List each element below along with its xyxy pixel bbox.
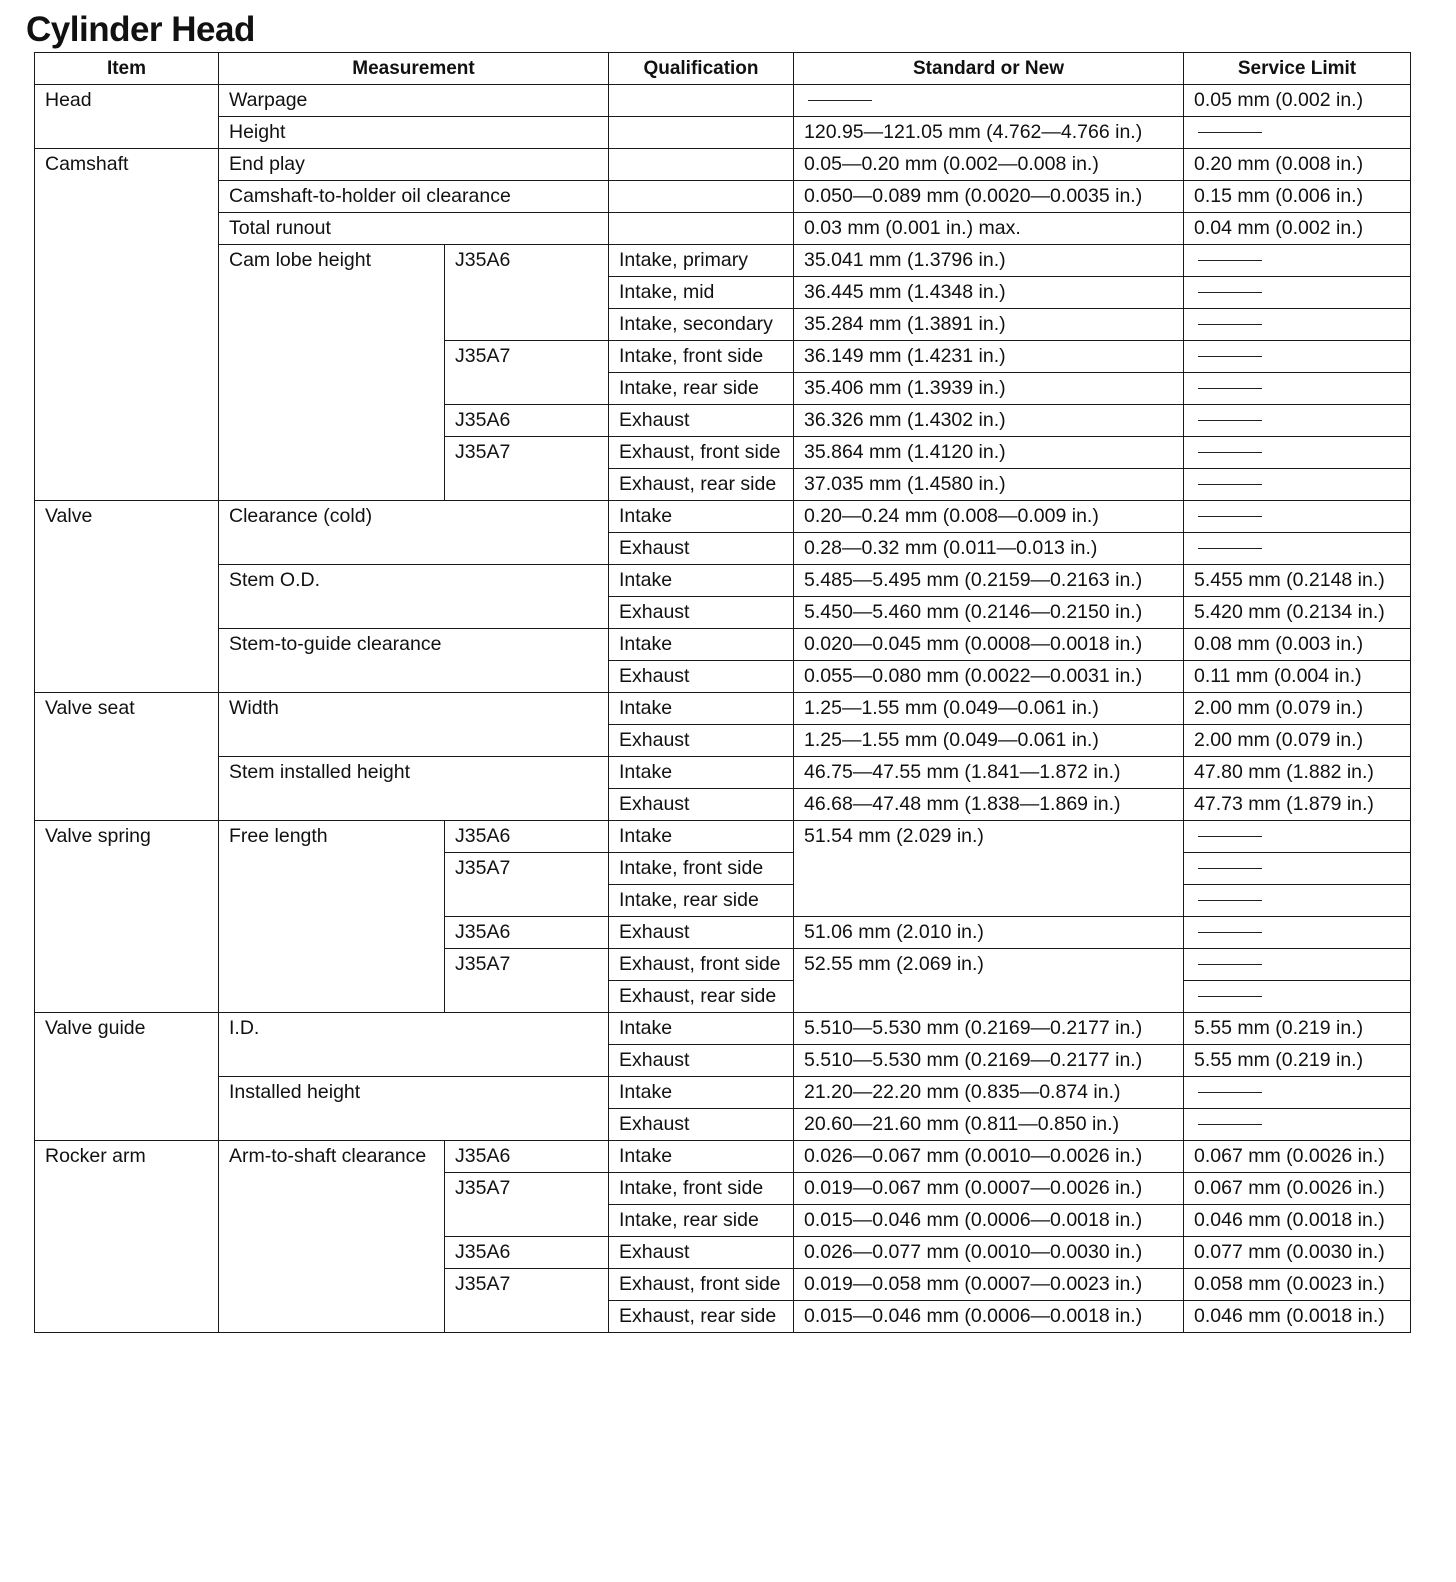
measurement: Free length [219, 821, 445, 1013]
table-row [35, 245, 1411, 277]
service-limit [1184, 117, 1411, 149]
service-limit: 0.077 mm (0.0030 in.) [1184, 1237, 1411, 1269]
service-limit [1184, 533, 1411, 565]
dash-mark [1198, 484, 1262, 485]
service-limit [1184, 405, 1411, 437]
standard-value: 35.406 mm (1.3939 in.) [794, 373, 1184, 405]
service-limit: 0.05 mm (0.002 in.) [1184, 85, 1411, 117]
qualification: Intake, front side [609, 853, 794, 885]
qualification: Intake, rear side [609, 885, 794, 917]
table-row [35, 1077, 1411, 1109]
dash-mark [1198, 388, 1262, 389]
table-row [35, 181, 1411, 213]
qualification: Intake, front side [609, 341, 794, 373]
header-item: Item [35, 53, 219, 85]
qualification: Intake [609, 693, 794, 725]
qualification [609, 149, 794, 181]
qualification: Exhaust [609, 917, 794, 949]
service-limit [1184, 1109, 1411, 1141]
qualification: Exhaust, front side [609, 1269, 794, 1301]
service-limit [1184, 309, 1411, 341]
table-row [35, 821, 1411, 853]
standard-value: 35.041 mm (1.3796 in.) [794, 245, 1184, 277]
service-limit: 5.420 mm (0.2134 in.) [1184, 597, 1411, 629]
item-valve-seat: Valve seat [35, 693, 219, 821]
qualification: Exhaust, front side [609, 437, 794, 469]
engine-code: J35A7 [445, 949, 609, 1013]
qualification: Exhaust [609, 725, 794, 757]
service-limit [1184, 437, 1411, 469]
standard-value: 0.05—0.20 mm (0.002—0.008 in.) [794, 149, 1184, 181]
measurement: Total runout [219, 213, 609, 245]
standard-value: 0.03 mm (0.001 in.) max. [794, 213, 1184, 245]
qualification: Exhaust [609, 533, 794, 565]
measurement: End play [219, 149, 609, 181]
standard-value: 37.035 mm (1.4580 in.) [794, 469, 1184, 501]
service-limit [1184, 885, 1411, 917]
qualification: Exhaust, front side [609, 949, 794, 981]
qualification: Intake [609, 501, 794, 533]
qualification: Intake, rear side [609, 373, 794, 405]
engine-code: J35A7 [445, 341, 609, 405]
engine-code: J35A6 [445, 821, 609, 853]
dash-mark [1198, 132, 1262, 133]
header-measurement: Measurement [219, 53, 609, 85]
table-row [35, 629, 1411, 661]
dash-mark [1198, 996, 1262, 997]
engine-code: J35A6 [445, 1141, 609, 1173]
service-limit: 0.15 mm (0.006 in.) [1184, 181, 1411, 213]
standard-value: 21.20—22.20 mm (0.835—0.874 in.) [794, 1077, 1184, 1109]
service-limit: 0.20 mm (0.008 in.) [1184, 149, 1411, 181]
standard-value: 5.485—5.495 mm (0.2159—0.2163 in.) [794, 565, 1184, 597]
service-limit: 0.058 mm (0.0023 in.) [1184, 1269, 1411, 1301]
service-limit [1184, 373, 1411, 405]
qualification: Intake [609, 821, 794, 853]
table-row [35, 1013, 1411, 1045]
dash-mark [1198, 452, 1262, 453]
standard-value: 5.510—5.530 mm (0.2169—0.2177 in.) [794, 1045, 1184, 1077]
qualification: Exhaust, rear side [609, 469, 794, 501]
qualification: Intake, mid [609, 277, 794, 309]
table-row [35, 117, 1411, 149]
spec-table [34, 52, 1411, 1333]
qualification: Exhaust, rear side [609, 981, 794, 1013]
item-head: Head [35, 85, 219, 149]
service-limit [1184, 917, 1411, 949]
measurement: Camshaft-to-holder oil clearance [219, 181, 609, 213]
standard-value: 46.68—47.48 mm (1.838—1.869 in.) [794, 789, 1184, 821]
qualification: Exhaust [609, 1045, 794, 1077]
qualification: Exhaust [609, 405, 794, 437]
qualification [609, 85, 794, 117]
service-limit [1184, 341, 1411, 373]
dash-mark [1198, 1124, 1262, 1125]
measurement: Stem-to-guide clearance [219, 629, 609, 693]
standard-value: 0.026—0.067 mm (0.0010—0.0026 in.) [794, 1141, 1184, 1173]
dash-mark [1198, 900, 1262, 901]
service-limit [1184, 469, 1411, 501]
item-rocker-arm: Rocker arm [35, 1141, 219, 1333]
qualification: Exhaust [609, 597, 794, 629]
qualification: Exhaust [609, 789, 794, 821]
measurement: Warpage [219, 85, 609, 117]
measurement: Installed height [219, 1077, 609, 1141]
table-row [35, 757, 1411, 789]
dash-mark [808, 100, 872, 101]
standard-value: 0.055—0.080 mm (0.0022—0.0031 in.) [794, 661, 1184, 693]
standard-value: 35.864 mm (1.4120 in.) [794, 437, 1184, 469]
engine-code: J35A6 [445, 917, 609, 949]
measurement: I.D. [219, 1013, 609, 1077]
dash-mark [1198, 868, 1262, 869]
qualification: Intake [609, 1077, 794, 1109]
standard-value: 0.026—0.077 mm (0.0010—0.0030 in.) [794, 1237, 1184, 1269]
service-limit: 47.80 mm (1.882 in.) [1184, 757, 1411, 789]
table-row [35, 565, 1411, 597]
qualification: Exhaust [609, 1237, 794, 1269]
qualification: Intake, primary [609, 245, 794, 277]
item-valve-guide: Valve guide [35, 1013, 219, 1141]
measurement: Cam lobe height [219, 245, 445, 501]
standard-value: 0.015—0.046 mm (0.0006—0.0018 in.) [794, 1205, 1184, 1237]
dash-mark [1198, 292, 1262, 293]
engine-code: J35A6 [445, 245, 609, 341]
service-limit: 47.73 mm (1.879 in.) [1184, 789, 1411, 821]
service-limit [1184, 277, 1411, 309]
standard-value: 20.60—21.60 mm (0.811—0.850 in.) [794, 1109, 1184, 1141]
header-qualification: Qualification [609, 53, 794, 85]
qualification: Intake [609, 1013, 794, 1045]
service-limit: 5.55 mm (0.219 in.) [1184, 1045, 1411, 1077]
service-limit [1184, 501, 1411, 533]
standard-value: 51.06 mm (2.010 in.) [794, 917, 1184, 949]
service-limit [1184, 1077, 1411, 1109]
service-limit: 0.067 mm (0.0026 in.) [1184, 1141, 1411, 1173]
table-row [35, 1141, 1411, 1173]
header-service-limit: Service Limit [1184, 53, 1411, 85]
standard-value: 0.019—0.067 mm (0.0007—0.0026 in.) [794, 1173, 1184, 1205]
service-limit: 5.55 mm (0.219 in.) [1184, 1013, 1411, 1045]
service-limit: 0.046 mm (0.0018 in.) [1184, 1301, 1411, 1333]
service-limit: 0.04 mm (0.002 in.) [1184, 213, 1411, 245]
standard-value: 36.149 mm (1.4231 in.) [794, 341, 1184, 373]
service-limit: 2.00 mm (0.079 in.) [1184, 725, 1411, 757]
qualification: Intake [609, 757, 794, 789]
measurement: Width [219, 693, 609, 757]
dash-mark [1198, 356, 1262, 357]
qualification [609, 117, 794, 149]
standard-value: 0.019—0.058 mm (0.0007—0.0023 in.) [794, 1269, 1184, 1301]
measurement: Stem installed height [219, 757, 609, 821]
service-limit: 2.00 mm (0.079 in.) [1184, 693, 1411, 725]
standard-value: 35.284 mm (1.3891 in.) [794, 309, 1184, 341]
qualification: Intake [609, 1141, 794, 1173]
service-limit [1184, 245, 1411, 277]
standard-value: 0.015—0.046 mm (0.0006—0.0018 in.) [794, 1301, 1184, 1333]
dash-mark [1198, 932, 1262, 933]
engine-code: J35A6 [445, 1237, 609, 1269]
service-limit: 0.08 mm (0.003 in.) [1184, 629, 1411, 661]
standard-value: 46.75—47.55 mm (1.841—1.872 in.) [794, 757, 1184, 789]
standard-value: 1.25—1.55 mm (0.049—0.061 in.) [794, 725, 1184, 757]
item-valve: Valve [35, 501, 219, 693]
measurement: Arm-to-shaft clearance [219, 1141, 445, 1333]
dash-mark [1198, 516, 1262, 517]
standard-value: 36.326 mm (1.4302 in.) [794, 405, 1184, 437]
standard-value: 1.25—1.55 mm (0.049—0.061 in.) [794, 693, 1184, 725]
engine-code: J35A6 [445, 405, 609, 437]
engine-code: J35A7 [445, 1269, 609, 1333]
engine-code: J35A7 [445, 437, 609, 501]
qualification: Intake [609, 565, 794, 597]
qualification: Exhaust [609, 1109, 794, 1141]
dash-mark [1198, 260, 1262, 261]
standard-value: 0.28—0.32 mm (0.011—0.013 in.) [794, 533, 1184, 565]
measurement: Clearance (cold) [219, 501, 609, 565]
header-standard: Standard or New [794, 53, 1184, 85]
header-row [35, 53, 1411, 85]
service-limit [1184, 981, 1411, 1013]
engine-code: J35A7 [445, 1173, 609, 1237]
standard-value: 0.050—0.089 mm (0.0020—0.0035 in.) [794, 181, 1184, 213]
qualification [609, 213, 794, 245]
dash-mark [1198, 420, 1262, 421]
service-limit [1184, 853, 1411, 885]
qualification: Intake [609, 629, 794, 661]
qualification [609, 181, 794, 213]
measurement: Stem O.D. [219, 565, 609, 629]
service-limit [1184, 821, 1411, 853]
dash-mark [1198, 548, 1262, 549]
standard-value: 5.450—5.460 mm (0.2146—0.2150 in.) [794, 597, 1184, 629]
service-limit: 5.455 mm (0.2148 in.) [1184, 565, 1411, 597]
dash-mark [1198, 1092, 1262, 1093]
standard-value: 0.020—0.045 mm (0.0008—0.0018 in.) [794, 629, 1184, 661]
dash-mark [1198, 964, 1262, 965]
service-limit: 0.11 mm (0.004 in.) [1184, 661, 1411, 693]
engine-code: J35A7 [445, 853, 609, 917]
dash-mark [1198, 836, 1262, 837]
table-row [35, 693, 1411, 725]
table-row [35, 501, 1411, 533]
standard-value: 52.55 mm (2.069 in.) [794, 949, 1184, 1013]
qualification: Intake, front side [609, 1173, 794, 1205]
table-row [35, 149, 1411, 181]
service-limit [1184, 949, 1411, 981]
standard-value: 120.95—121.05 mm (4.762—4.766 in.) [794, 117, 1184, 149]
page-title: Cylinder Head [26, 10, 255, 49]
qualification: Intake, rear side [609, 1205, 794, 1237]
standard-value [794, 85, 1184, 117]
dash-mark [1198, 324, 1262, 325]
qualification: Exhaust [609, 661, 794, 693]
item-valve-spring: Valve spring [35, 821, 219, 1013]
measurement: Height [219, 117, 609, 149]
table-row [35, 213, 1411, 245]
standard-value: 0.20—0.24 mm (0.008—0.009 in.) [794, 501, 1184, 533]
standard-value: 5.510—5.530 mm (0.2169—0.2177 in.) [794, 1013, 1184, 1045]
qualification: Exhaust, rear side [609, 1301, 794, 1333]
standard-value: 51.54 mm (2.029 in.) [794, 821, 1184, 917]
qualification: Intake, secondary [609, 309, 794, 341]
item-camshaft: Camshaft [35, 149, 219, 501]
standard-value: 36.445 mm (1.4348 in.) [794, 277, 1184, 309]
service-limit: 0.067 mm (0.0026 in.) [1184, 1173, 1411, 1205]
table-row [35, 85, 1411, 117]
service-limit: 0.046 mm (0.0018 in.) [1184, 1205, 1411, 1237]
